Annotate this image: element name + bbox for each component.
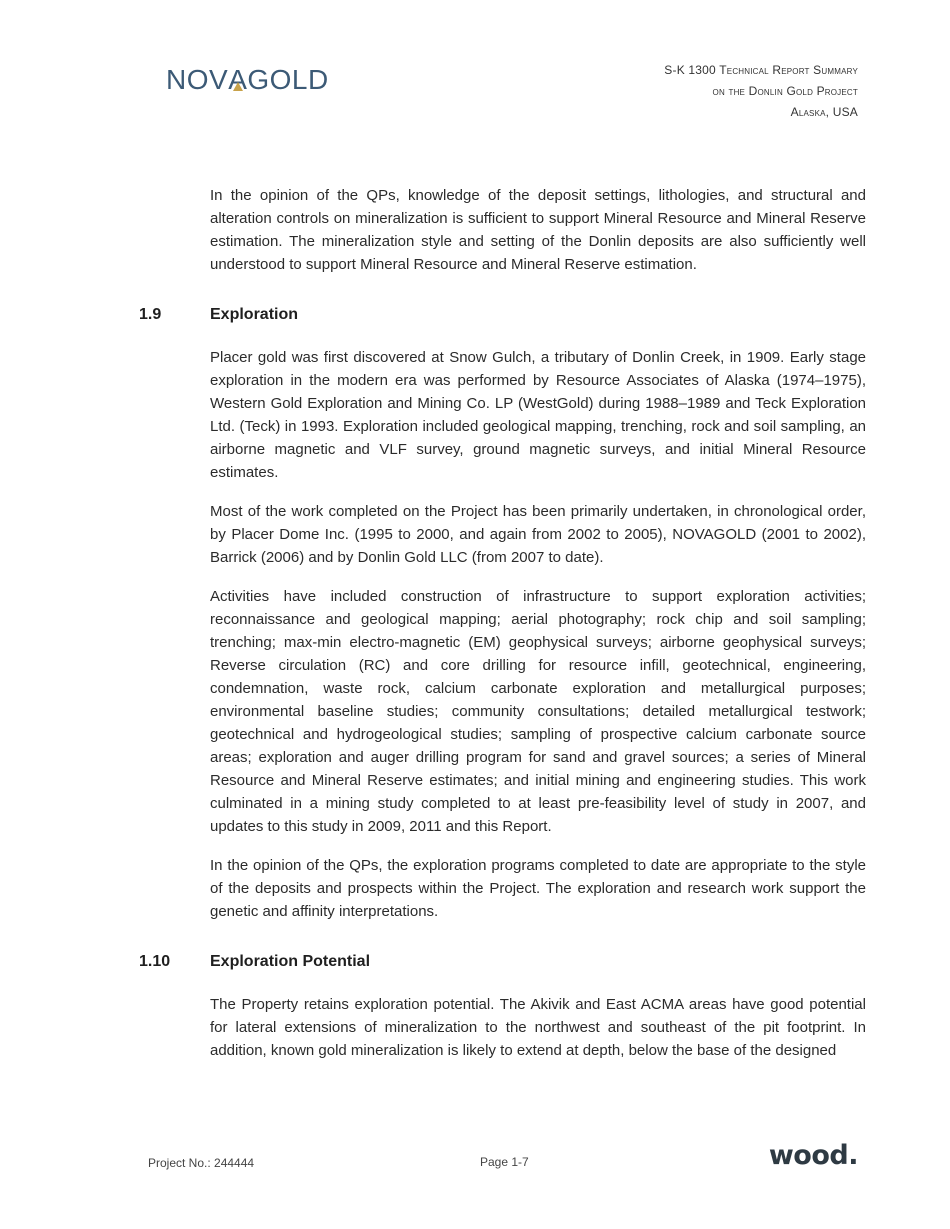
paragraph: Activities have included construction of infrastructure to support exploration activities; reconnaissance and geological mapping; aerial photography; rock chip and soil sampling; trenching; max-min electro-magnetic (EM) geophysical surveys; airborne geophysical surveys; Reverse circulation (RC) and core drilling for resource infill, geotechnical, engineering, condemnation, waste rock, calcium carbonate exploration and metallurgical purposes; environmental baseline studies; community consultations; detailed metallurgical testwork; geotechnical and hydrogeological studies; sampling of prospective calcium carbonate source areas; exploration and auger drilling program for sand and gravel sources; a series of Mineral Resource and Mineral Reserve estimates; and initial mining and engineering studies. This work culminated in a mining study completed to at least pre-feasibility level of study in 2007, and updates to this study in 2009, 2011 and this Report. xyxy=(210,588,866,835)
section-heading-1-10 xyxy=(139,953,866,975)
logo-text-left: NOV xyxy=(166,64,229,95)
gold-triangle-icon xyxy=(233,82,243,91)
report-title xyxy=(664,60,858,123)
page-number: Page 1-7 xyxy=(480,1155,529,1169)
wood-logo-text: wood xyxy=(768,1140,849,1171)
novagold-logo xyxy=(166,64,329,96)
report-title-line: S-K 1300 Technical Report Summary xyxy=(664,63,858,77)
wood-logo xyxy=(769,1140,858,1171)
wood-logo-dot: . xyxy=(848,1140,858,1171)
logo-a-mark xyxy=(228,64,247,96)
logo-text-a: A xyxy=(228,64,248,95)
section-title: Exploration xyxy=(210,306,299,323)
paragraph: Placer gold was first discovered at Snow Gulch, a tributary of Donlin Creek, in 1909. Early stage exploration in the modern era was performed by Resource Associates of Alaska (1974–1975), Western Gold Exploration and Mining Co. LP (WestGold) during 1988–1989 and Teck Exploration Ltd. (Teck) in 1993. Exploration included geological mapping, trenching, rock and soil sampling, an airborne magnetic and VLF survey, ground magnetic surveys, and initial Mineral Resource estimates. xyxy=(210,349,866,481)
report-title-line: Alaska, USA xyxy=(790,105,858,119)
section-title: Exploration Potential xyxy=(210,953,371,970)
paragraph: The Property retains exploration potential. The Akivik and East ACMA areas have good potential for lateral extensions of mineralization to the northwest and southeast of the pit footprint. In addition, known gold mineralization is likely to extend at depth, below the base of the designed xyxy=(210,996,866,1059)
paragraph: Most of the work completed on the Project has been primarily undertaken, in chronological order, by Placer Dome Inc. (1995 to 2000, and again from 2002 to 2005), NOVAGOLD (2001 to 2002), Barrick (2006) and by Donlin Gold LLC (from 2007 to date). xyxy=(210,503,866,566)
section-number: 1.10 xyxy=(139,953,171,970)
report-title-line: on the Donlin Gold Project xyxy=(712,84,858,98)
section-number: 1.9 xyxy=(139,306,162,323)
intro-paragraph: In the opinion of the QPs, knowledge of the deposit settings, lithologies, and structural and alteration controls on mineralization is sufficient to support Mineral Resource and Mineral Reserve estimation. The mineralization style and setting of the Donlin deposits are also sufficiently well understood to support Mineral Resource and Mineral Reserve estimation. xyxy=(210,187,866,273)
logo-text-right: GOLD xyxy=(247,64,329,95)
document-body xyxy=(139,184,866,1078)
paragraph: In the opinion of the QPs, the exploration programs completed to date are appropriate to the style of the deposits and prospects within the Project. The exploration and research work support the genetic and affinity interpretations. xyxy=(210,857,866,920)
section-heading-1-9 xyxy=(139,306,866,328)
project-number: Project No.: 244444 xyxy=(148,1156,255,1170)
